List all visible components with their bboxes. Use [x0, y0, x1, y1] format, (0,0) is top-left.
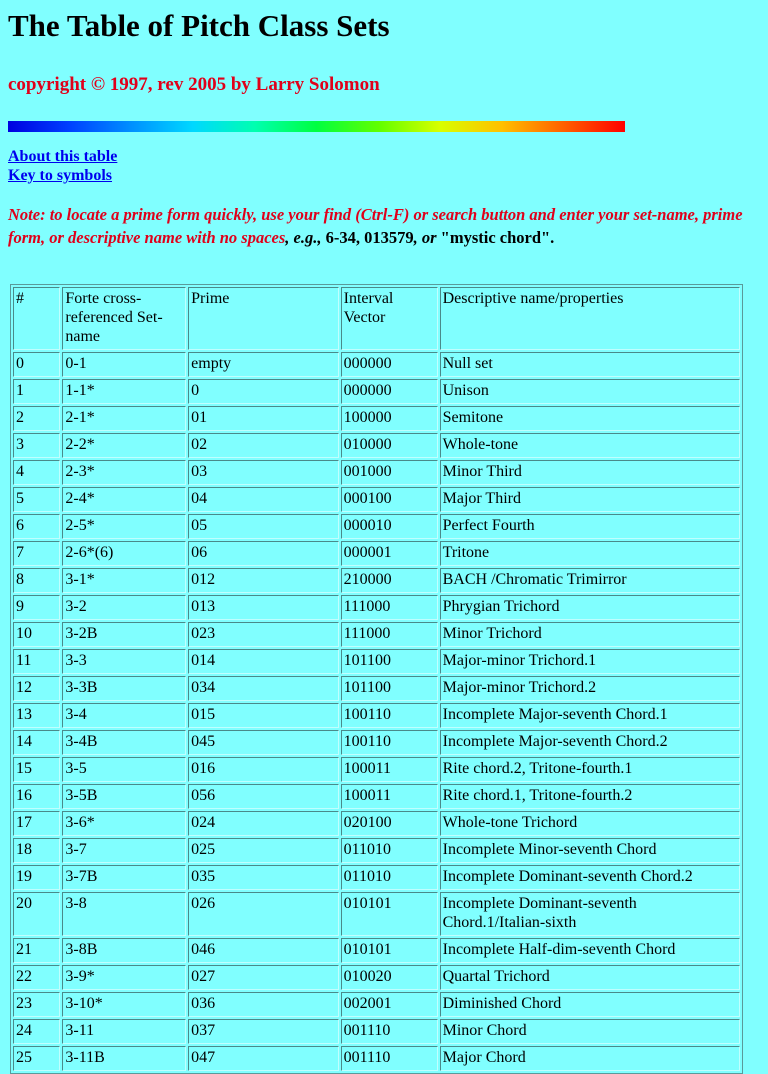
cell-descriptive-name: BACH /Chromatic Trimirror: [440, 568, 740, 593]
cell-interval-vector: 000100: [341, 487, 438, 512]
cell-number: 1: [13, 379, 60, 404]
cell-set-name: 2-1*: [62, 406, 186, 431]
cell-set-name: 3-5B: [62, 784, 186, 809]
cell-interval-vector: 210000: [341, 568, 438, 593]
cell-set-name: 3-7B: [62, 865, 186, 890]
cell-prime: 023: [188, 622, 338, 647]
cell-prime: 01: [188, 406, 338, 431]
table-row: [13, 676, 740, 701]
cell-number: 9: [13, 595, 60, 620]
cell-descriptive-name: Tritone: [440, 541, 740, 566]
table-row: [13, 703, 740, 728]
cell-number: 23: [13, 992, 60, 1017]
cell-number: 10: [13, 622, 60, 647]
cell-set-name: 3-4: [62, 703, 186, 728]
table-row: [13, 865, 740, 890]
table-row: [13, 838, 740, 863]
table-body: [13, 352, 740, 1071]
cell-set-name: 3-3: [62, 649, 186, 674]
note-eg: , e.g.,: [285, 228, 322, 247]
cell-prime: 027: [188, 965, 338, 990]
copyright-line: copyright © 1997, rev 2005 by Larry Solomon: [8, 74, 380, 95]
cell-interval-vector: 011010: [341, 838, 438, 863]
cell-interval-vector: 002001: [341, 992, 438, 1017]
cell-set-name: 3-11B: [62, 1046, 186, 1071]
table-row: [13, 730, 740, 755]
cell-prime: empty: [188, 352, 338, 377]
cell-number: 6: [13, 514, 60, 539]
table-row: [13, 1019, 740, 1044]
cell-number: 14: [13, 730, 60, 755]
cell-prime: 047: [188, 1046, 338, 1071]
cell-set-name: 3-5: [62, 757, 186, 782]
cell-prime: 037: [188, 1019, 338, 1044]
cell-descriptive-name: Incomplete Major-seventh Chord.1: [440, 703, 740, 728]
about-table-link[interactable]: About this table: [8, 148, 118, 165]
note-mystic-chord: "mystic chord".: [440, 228, 555, 247]
cell-number: 12: [13, 676, 60, 701]
cell-descriptive-name: Rite chord.1, Tritone-fourth.2: [440, 784, 740, 809]
cell-interval-vector: 000001: [341, 541, 438, 566]
cell-prime: 034: [188, 676, 338, 701]
cell-interval-vector: 101100: [341, 676, 438, 701]
cell-set-name: 3-4B: [62, 730, 186, 755]
cell-interval-vector: 001000: [341, 460, 438, 485]
cell-prime: 06: [188, 541, 338, 566]
key-to-symbols-link[interactable]: Key to symbols: [8, 167, 112, 184]
cell-number: 25: [13, 1046, 60, 1071]
cell-interval-vector: 111000: [341, 622, 438, 647]
rainbow-divider: [8, 121, 625, 132]
cell-descriptive-name: Major-minor Trichord.1: [440, 649, 740, 674]
cell-set-name: 3-8B: [62, 938, 186, 963]
cell-prime: 026: [188, 892, 338, 936]
cell-interval-vector: 100011: [341, 784, 438, 809]
cell-number: 2: [13, 406, 60, 431]
header-interval-vector: Interval Vector: [341, 287, 438, 350]
cell-descriptive-name: Major-minor Trichord.2: [440, 676, 740, 701]
cell-prime: 014: [188, 649, 338, 674]
cell-number: 5: [13, 487, 60, 512]
table-row: [13, 784, 740, 809]
cell-set-name: 2-6*(6): [62, 541, 186, 566]
cell-descriptive-name: Minor Chord: [440, 1019, 740, 1044]
cell-set-name: 1-1*: [62, 379, 186, 404]
cell-number: 4: [13, 460, 60, 485]
cell-set-name: 3-8: [62, 892, 186, 936]
cell-number: 13: [13, 703, 60, 728]
table-row: [13, 568, 740, 593]
cell-interval-vector: 010101: [341, 938, 438, 963]
cell-interval-vector: 020100: [341, 811, 438, 836]
cell-set-name: 3-3B: [62, 676, 186, 701]
cell-prime: 04: [188, 487, 338, 512]
cell-prime: 03: [188, 460, 338, 485]
cell-interval-vector: 111000: [341, 595, 438, 620]
cell-number: 15: [13, 757, 60, 782]
cell-number: 16: [13, 784, 60, 809]
cell-number: 20: [13, 892, 60, 936]
cell-interval-vector: 000000: [341, 379, 438, 404]
table-row: [13, 892, 740, 936]
cell-descriptive-name: Major Chord: [440, 1046, 740, 1071]
search-note: [8, 203, 760, 249]
cell-prime: 056: [188, 784, 338, 809]
table-row: [13, 379, 740, 404]
cell-interval-vector: 011010: [341, 865, 438, 890]
cell-set-name: 3-9*: [62, 965, 186, 990]
cell-number: 0: [13, 352, 60, 377]
cell-number: 11: [13, 649, 60, 674]
table-row: [13, 992, 740, 1017]
cell-prime: 016: [188, 757, 338, 782]
cell-descriptive-name: Incomplete Major-seventh Chord.2: [440, 730, 740, 755]
table-row: [13, 406, 740, 431]
cell-descriptive-name: Perfect Fourth: [440, 514, 740, 539]
table-row: [13, 352, 740, 377]
cell-set-name: 2-2*: [62, 433, 186, 458]
cell-set-name: 3-7: [62, 838, 186, 863]
cell-prime: 013: [188, 595, 338, 620]
cell-prime: 046: [188, 938, 338, 963]
cell-number: 8: [13, 568, 60, 593]
pitch-class-set-table: [10, 284, 743, 1074]
table-row: [13, 649, 740, 674]
cell-number: 3: [13, 433, 60, 458]
cell-descriptive-name: Phrygian Trichord: [440, 595, 740, 620]
cell-descriptive-name: Incomplete Dominant-seventh Chord.2: [440, 865, 740, 890]
cell-descriptive-name: Whole-tone: [440, 433, 740, 458]
table-row: [13, 965, 740, 990]
cell-set-name: 3-10*: [62, 992, 186, 1017]
cell-prime: 025: [188, 838, 338, 863]
cell-prime: 035: [188, 865, 338, 890]
cell-interval-vector: 010101: [341, 892, 438, 936]
cell-descriptive-name: Major Third: [440, 487, 740, 512]
table-row: [13, 487, 740, 512]
cell-descriptive-name: Minor Third: [440, 460, 740, 485]
cell-set-name: 0-1: [62, 352, 186, 377]
table-row: [13, 541, 740, 566]
cell-descriptive-name: Incomplete Half-dim-seventh Chord: [440, 938, 740, 963]
cell-prime: 05: [188, 514, 338, 539]
cell-interval-vector: 010020: [341, 965, 438, 990]
cell-interval-vector: 000000: [341, 352, 438, 377]
cell-prime: 045: [188, 730, 338, 755]
header-set-name: Forte cross-referenced Set-name: [62, 287, 186, 350]
cell-set-name: 3-11: [62, 1019, 186, 1044]
cell-interval-vector: 100011: [341, 757, 438, 782]
cell-set-name: 2-4*: [62, 487, 186, 512]
cell-interval-vector: 001110: [341, 1019, 438, 1044]
header-number: #: [13, 287, 60, 350]
cell-set-name: 2-3*: [62, 460, 186, 485]
cell-set-name: 3-2B: [62, 622, 186, 647]
table-row: [13, 938, 740, 963]
cell-interval-vector: 101100: [341, 649, 438, 674]
cell-set-name: 3-2: [62, 595, 186, 620]
note-instruction: Note: to locate a prime form quickly, use your find (Ctrl-F) or search button and enter your set-name, prime form, or descriptive name with no spaces: [8, 205, 743, 247]
note-or: , or: [413, 228, 441, 247]
cell-interval-vector: 100110: [341, 703, 438, 728]
cell-descriptive-name: Diminished Chord: [440, 992, 740, 1017]
cell-descriptive-name: Semitone: [440, 406, 740, 431]
cell-number: 7: [13, 541, 60, 566]
cell-descriptive-name: Incomplete Dominant-seventh Chord.1/Italian-sixth: [440, 892, 740, 936]
cell-number: 19: [13, 865, 60, 890]
cell-descriptive-name: Unison: [440, 379, 740, 404]
cell-set-name: 3-1*: [62, 568, 186, 593]
cell-number: 22: [13, 965, 60, 990]
table-row: [13, 1046, 740, 1071]
cell-set-name: 3-6*: [62, 811, 186, 836]
cell-interval-vector: 100110: [341, 730, 438, 755]
table-row: [13, 433, 740, 458]
nav-links: [8, 147, 117, 185]
cell-descriptive-name: Whole-tone Trichord: [440, 811, 740, 836]
cell-descriptive-name: Quartal Trichord: [440, 965, 740, 990]
cell-interval-vector: 010000: [341, 433, 438, 458]
cell-number: 24: [13, 1019, 60, 1044]
cell-descriptive-name: Null set: [440, 352, 740, 377]
cell-number: 18: [13, 838, 60, 863]
table-row: [13, 622, 740, 647]
table-row: [13, 460, 740, 485]
table-header-row: [13, 287, 740, 350]
cell-prime: 0: [188, 379, 338, 404]
cell-set-name: 2-5*: [62, 514, 186, 539]
cell-descriptive-name: Minor Trichord: [440, 622, 740, 647]
cell-prime: 015: [188, 703, 338, 728]
cell-prime: 024: [188, 811, 338, 836]
cell-descriptive-name: Incomplete Minor-seventh Chord: [440, 838, 740, 863]
cell-number: 17: [13, 811, 60, 836]
cell-prime: 012: [188, 568, 338, 593]
cell-prime: 02: [188, 433, 338, 458]
table-row: [13, 757, 740, 782]
note-examples: 6-34, 013579: [321, 228, 414, 247]
page-title: The Table of Pitch Class Sets: [8, 8, 390, 43]
table-row: [13, 595, 740, 620]
cell-interval-vector: 000010: [341, 514, 438, 539]
cell-number: 21: [13, 938, 60, 963]
header-descriptive-name: Descriptive name/properties: [440, 287, 740, 350]
cell-descriptive-name: Rite chord.2, Tritone-fourth.1: [440, 757, 740, 782]
cell-interval-vector: 001110: [341, 1046, 438, 1071]
header-prime: Prime: [188, 287, 338, 350]
table-row: [13, 811, 740, 836]
cell-prime: 036: [188, 992, 338, 1017]
cell-interval-vector: 100000: [341, 406, 438, 431]
table-row: [13, 514, 740, 539]
